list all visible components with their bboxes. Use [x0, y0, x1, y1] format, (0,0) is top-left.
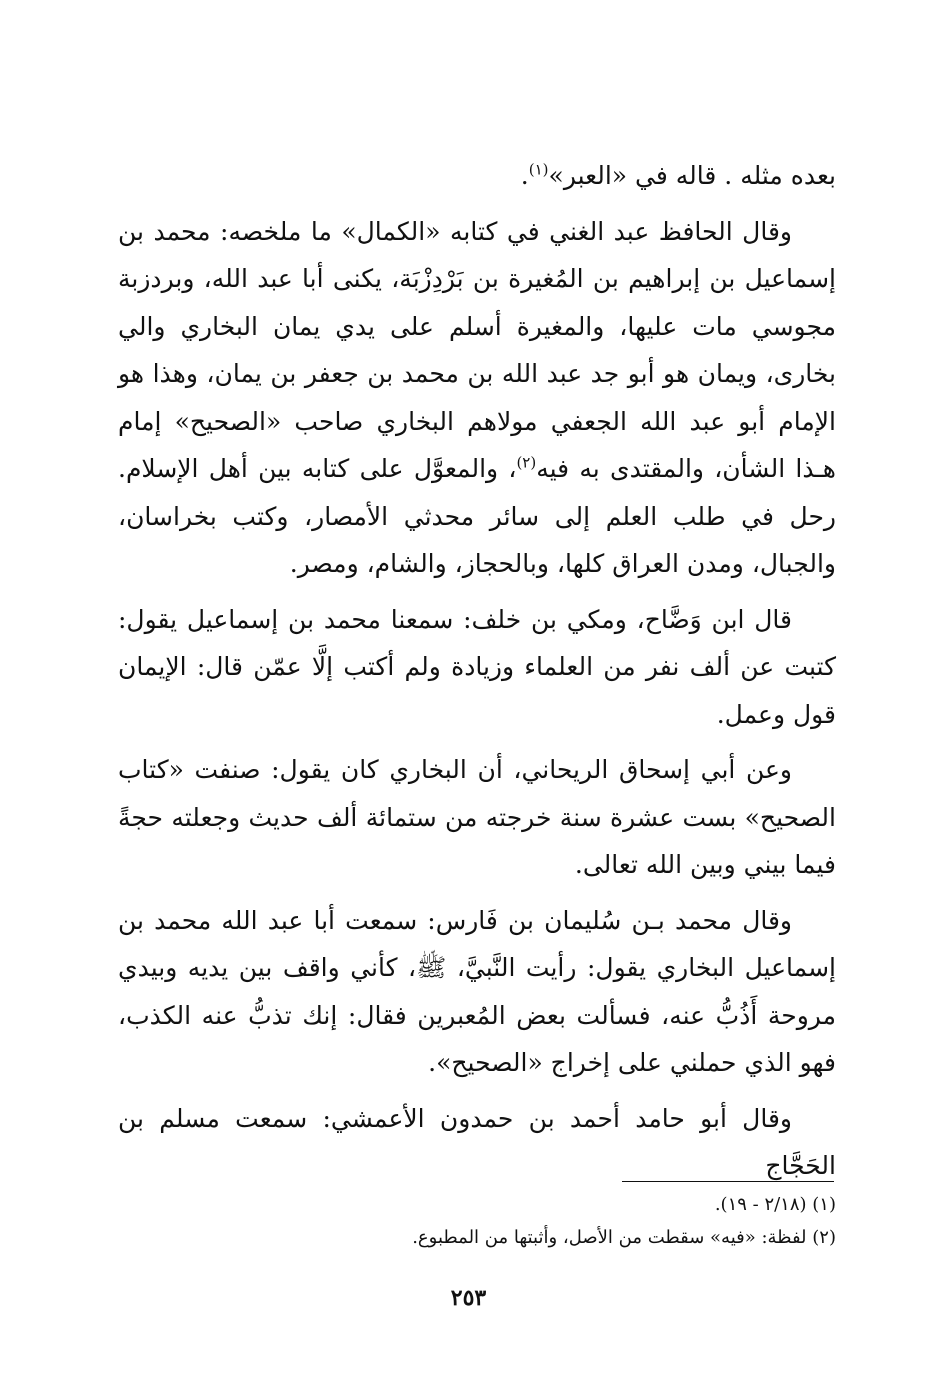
paragraph-2: وقال الحافظ عبد الغني في كتابه «الكمال» ما ملخصه: محمد بن إسماعيل بن إبراهيم بن المُغيرة بن بَرْدِزْبَة، يكنى أبا عبد الله، وبردزبة مجوسي مات عليها، والمغيرة أسلم على يدي يمان البخاري والي بخارى، ويمان هو أبو جد عبد الله بن محمد بن جعفر بن يمان، وهذا هو الإمام أبو عبد الله الجعفي مولاهم البخاري صاحب «الصحيح» إمام هـذا الشأن، والمقتدى به فيه$^{(٢)}$، والمعوَّل على كتابه بين أهل الإسلام. رحل في طلب العلم إلى سائر محدثي الأمصار، وكتب بخراسان، والجبال، ومدن العراق كلها، وبالحجاز، والشام، ومصر. [118, 216, 836, 578]
main-text [118, 152, 836, 1198]
paragraph-4: وعن أبي إسحاق الريحاني، أن البخاري كان يقول: صنفت «كتاب الصحيح» بست عشرة سنة خرجته من ستمائة ألف حديث وجعلته حجةً فيما بيني وبين الله تعالى. [118, 755, 836, 879]
paragraph-6: وقال أبو حامد أحمد بن حمدون الأعمشي: سمعت مسلم بن الحَجَّاج [118, 1103, 836, 1180]
footnote-divider [622, 1181, 834, 1182]
paragraph-1: بعده مثله . قاله في «العبر»$^{(١)}$. [520, 160, 836, 190]
footnote-1: (١) (٢/١٨ - ١٩). [714, 1194, 836, 1215]
footnote-ref-1[interactable]: (١) [528, 160, 549, 179]
footnote-ref-2[interactable]: (٢) [516, 453, 537, 472]
footnotes [118, 1188, 836, 1254]
page-number: ٢٥٣ [450, 1285, 487, 1311]
paragraph-5: وقال محمد بـن سُليمان بن فَارس: سمعت أبا عبد الله محمد بن إسماعيل البخاري يقول: رأيت النَّبيَّ، ﷺ، كأني واقف بين يديه وبيدي مروحة أَذُبُّ عنه، فسألت بعض المُعبرين فقال: إنك تذبُّ عنه الكذب، فهو الذي حملني على إخراج «الصحيح». [118, 905, 836, 1077]
paragraph-3: قال ابن وَضَّاح، ومكي بن خلف: سمعنا محمد بن إسماعيل يقول: كتبت عن ألف نفر من العلماء وزيادة ولم أكتب إلَّا عمّن قال: الإيمان قول وعمل. [118, 604, 836, 729]
footnote-2: (٢) لفظة: «فيه» سقطت من الأصل، وأثبتها من المطبوع. [412, 1227, 836, 1248]
